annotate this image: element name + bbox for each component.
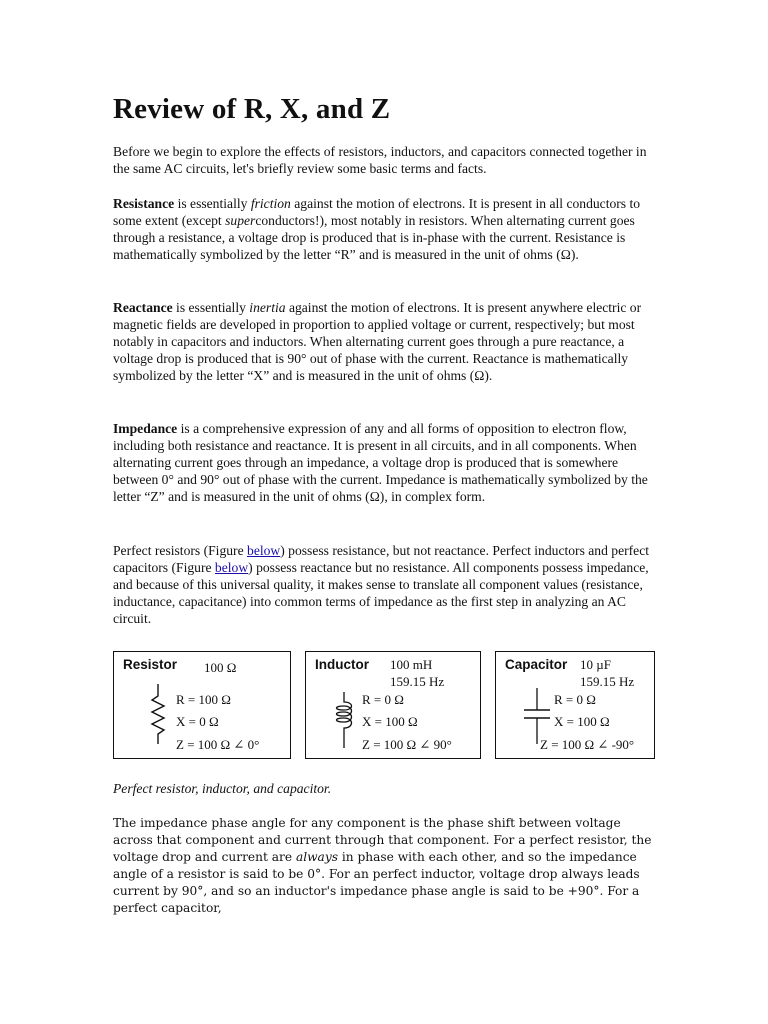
emphasis: inertia: [249, 300, 286, 315]
emphasis: always: [295, 850, 338, 864]
inductor-frequency: 159.15 Hz: [390, 674, 445, 689]
text-run: against the motion of electrons. It is present anywhere electric or magnetic fields are developed in proportion to applied voltage or current, respectively; but most notably in capacitors and inductors. When alternating current goes through a pure reactance, a voltage drop is produced that is 90° out of phase with the current. Reactance is mathematically symbolized by the letter “X” and is measured in the unit of ohms (Ω).: [113, 300, 642, 383]
emphasis: friction: [250, 196, 291, 211]
capacitor-frequency: 159.15 Hz: [580, 674, 635, 689]
resistor-r: R = 100 Ω: [176, 692, 231, 707]
inductor-z: Z = 100 Ω ∠ 90°: [362, 737, 452, 752]
capacitor-title: Capacitor: [505, 657, 568, 672]
figure-link-below[interactable]: below: [214, 560, 249, 575]
text-run: against the motion of electrons. It is present in all conductors to some extent (except: [113, 196, 641, 228]
phase-angle-paragraph: [113, 815, 653, 917]
resistor-value: 100 Ω: [204, 660, 237, 675]
capacitor-z: Z = 100 Ω ∠ -90°: [540, 737, 635, 752]
text-run: in phase with each other, and so the impedance angle of a resistor is said to be 0°. For an perfect inductor, voltage drop always leads current by 90°, and so an inductor's impedance phase angle is said to be +90°. For a perfect capacitor,: [113, 850, 640, 915]
text-run: ) possess reactance but no resistance. All components possess impedance, and because of this universal quality, it makes sense to translate all component values (resistance, inductance, capacitance) into common terms of impedance as the first step in analyzing an AC circuit.: [113, 560, 649, 626]
text-run: is essentially: [172, 300, 250, 315]
figure-link-below[interactable]: below: [247, 543, 281, 558]
reactance-term: Reactance: [113, 300, 173, 315]
text-run: is a comprehensive expression of any and all forms of opposition to electron flow, including both resistance and reactance. It is present in all circuits, and in all components. When alternating current goes through an impedance, a voltage drop is produced that is somewhere between 0° and 90° out of phase with the current. Impedance is mathematically symbolized by the letter “Z” and is measured in the unit of ohms (Ω), in complex form.: [113, 421, 648, 504]
capacitor-x: X = 100 Ω: [554, 714, 610, 729]
perfect-components-paragraph: [113, 542, 653, 627]
emphasis: super: [225, 213, 256, 228]
text-run: conductors!), most notably in resistors. When alternating current goes through a resistance, a voltage drop is produced that is in-phase with the current. Resistance is mathematically symbolized by the letter “R” and is measured in the unit of ohms (Ω).: [113, 213, 635, 262]
inductor-figure-box: [305, 651, 481, 759]
page-title: Review of R, X, and Z: [113, 93, 391, 125]
figure-caption: Perfect resistor, inductor, and capacitor.: [113, 781, 332, 796]
text-run: ) possess resistance, but not reactance. Perfect inductors and perfect capacitors (Figure: [113, 543, 650, 575]
inductor-title: Inductor: [315, 657, 369, 672]
resistor-x: X = 0 Ω: [176, 714, 219, 729]
resistor-figure-box: [113, 651, 291, 759]
resistance-term: Resistance: [113, 196, 175, 211]
resistor-z: Z = 100 Ω ∠ 0°: [176, 737, 260, 752]
text-run: Perfect resistors (Figure: [113, 543, 248, 558]
resistor-symbol-icon: [148, 684, 168, 744]
inductor-symbol-icon: [334, 692, 354, 748]
inductor-value: 100 mH: [390, 657, 433, 672]
impedance-term: Impedance: [113, 421, 178, 436]
intro-paragraph: Before we begin to explore the effects of resistors, inductors, and capacitors connected together in the same AC circuits, let's briefly review some basic terms and facts.: [113, 144, 647, 176]
capacitor-value: 10 µF: [580, 657, 611, 672]
inductor-r: R = 0 Ω: [362, 692, 404, 707]
resistor-title: Resistor: [123, 657, 178, 672]
reactance-paragraph: [113, 299, 653, 384]
impedance-paragraph: [113, 420, 653, 505]
capacitor-r: R = 0 Ω: [554, 692, 596, 707]
inductor-x: X = 100 Ω: [362, 714, 418, 729]
text-run: The impedance phase angle for any component is the phase shift between voltage across that component and current through that component. For a perfect resistor, the voltage drop and current are: [113, 816, 652, 864]
text-run: is essentially: [174, 196, 251, 211]
resistance-paragraph: [113, 195, 653, 263]
capacitor-symbol-icon: [522, 688, 552, 744]
capacitor-figure-box: [495, 651, 655, 759]
